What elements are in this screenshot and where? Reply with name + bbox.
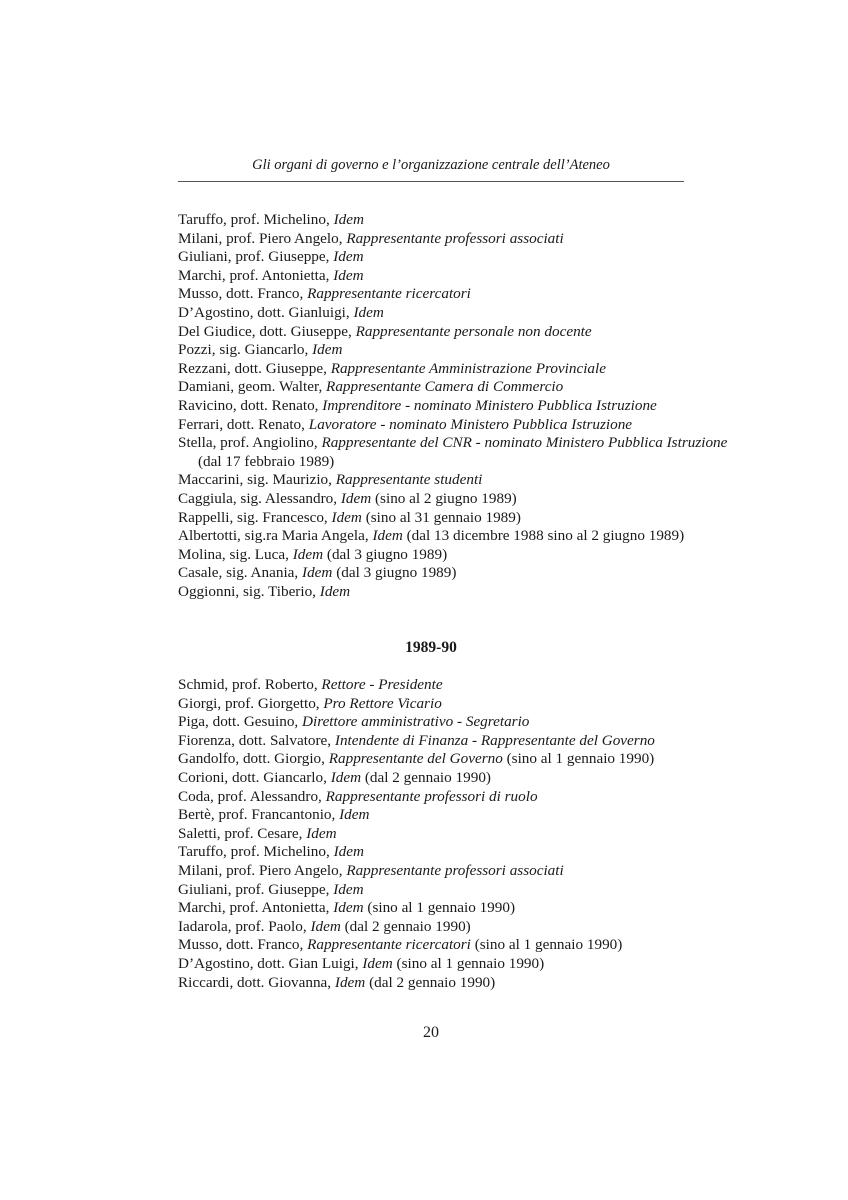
member-name: Piga, dott. Gesuino, (178, 713, 299, 731)
member-term-note: (dal 2 gennaio 1990) (369, 973, 496, 991)
member-name: Marchi, prof. Antonietta, (178, 899, 330, 917)
list-item (178, 825, 698, 844)
member-role: Idem (306, 824, 337, 842)
member-name: Gandolfo, dott. Giorgio, (178, 750, 325, 768)
member-name: Musso, dott. Franco, (178, 285, 304, 303)
member-name: Pozzi, sig. Giancarlo, (178, 341, 309, 359)
member-term-note: (sino al 1 gennaio 1990) (396, 954, 545, 972)
list-item (178, 918, 698, 937)
member-name: Musso, dott. Franco, (178, 936, 304, 954)
member-term-note: (dal 2 gennaio 1990) (364, 768, 491, 786)
list-item (178, 471, 698, 490)
member-role: Idem (292, 545, 324, 563)
member-name: Ravicino, dott. Renato, (178, 396, 319, 414)
list-item (178, 974, 698, 993)
list-item (178, 397, 698, 416)
list-item (178, 267, 698, 286)
member-name: Iadarola, prof. Paolo, (178, 917, 307, 935)
member-name: Del Giudice, dott. Giuseppe, (178, 322, 352, 340)
member-name: Saletti, prof. Cesare, (178, 824, 303, 842)
list-item (178, 304, 698, 323)
list-item (178, 881, 698, 900)
list-item (178, 285, 698, 304)
member-role: Idem (333, 880, 364, 898)
member-list-1988-89 (178, 211, 728, 601)
member-term-note: (dal 3 giugno 1989) (336, 564, 457, 582)
list-item-continuation: (dal 17 febbraio 1989) (198, 452, 335, 470)
member-role: Rappresentante ricercatori (307, 285, 471, 303)
member-term-note: (sino al 31 gennaio 1989) (365, 508, 521, 526)
member-name: Marchi, prof. Antonietta, (178, 266, 330, 284)
list-item (178, 564, 698, 583)
member-name: Schmid, prof. Roberto, (178, 676, 318, 693)
member-role: Rappresentante studenti (335, 471, 483, 489)
list-item (178, 546, 698, 565)
list-item (178, 806, 698, 825)
member-name: Rezzani, dott. Giuseppe, (178, 359, 327, 377)
member-role: Rappresentante professori associati (346, 861, 564, 879)
list-item (178, 490, 698, 509)
running-header: Gli organi di governo e l’organizzazione centrale dell’Ateneo (252, 157, 610, 173)
member-role: Idem (333, 899, 364, 917)
member-name: Taruffo, prof. Michelino, (178, 843, 330, 861)
list-item (178, 360, 698, 379)
list-item (178, 583, 698, 602)
member-term-note: (sino al 2 giugno 1989) (375, 489, 517, 507)
list-item (178, 788, 698, 807)
member-name: Damiani, geom. Walter, (178, 378, 323, 396)
list-item (178, 676, 698, 695)
list-item (178, 434, 728, 453)
member-role: Lavoratore - nominato Ministero Pubblica Istruzione (308, 415, 633, 433)
list-item (178, 955, 698, 974)
member-role: Idem (333, 266, 364, 284)
member-name: D’Agostino, dott. Gianluigi, (178, 303, 350, 321)
member-term-note: (sino al 1 gennaio 1990) (506, 750, 655, 768)
member-role: Idem (333, 211, 364, 228)
list-item (178, 341, 698, 360)
page-number: 20 (423, 1024, 439, 1041)
list-item (178, 230, 698, 249)
member-role: Idem (302, 564, 333, 582)
member-name: Stella, prof. Angiolino, (178, 434, 318, 452)
member-name: Oggionni, sig. Tiberio, (178, 582, 316, 600)
member-role: Rappresentante Camera di Commercio (326, 378, 564, 396)
member-role: Idem (333, 843, 364, 861)
year-heading: 1989-90 (405, 639, 457, 656)
member-name: Riccardi, dott. Giovanna, (178, 973, 332, 991)
member-name: Molina, sig. Luca, (178, 545, 289, 563)
member-name: Milani, prof. Piero Angelo, (178, 861, 343, 879)
list-item (178, 509, 698, 528)
member-term-note: (sino al 1 gennaio 1990) (367, 899, 516, 917)
member-role: Rappresentante del Governo (328, 750, 503, 768)
member-role: Rappresentante ricercatori (307, 936, 471, 954)
list-item (178, 862, 698, 881)
list-item (178, 843, 698, 862)
member-name: Coda, prof. Alessandro, (178, 787, 322, 805)
list-item (178, 713, 698, 732)
list-item (178, 211, 698, 230)
list-item (178, 378, 698, 397)
member-term-note: (sino al 1 gennaio 1990) (474, 936, 623, 954)
member-name: Rappelli, sig. Francesco, (178, 508, 328, 526)
member-role: Rappresentante professori associati (346, 229, 564, 247)
member-role: Intendente di Finanza - Rappresentante del Governo (334, 731, 655, 749)
member-role: Pro Rettore Vicario (323, 694, 442, 712)
member-role: Rappresentante professori di ruolo (325, 787, 538, 805)
member-role: Idem (333, 248, 364, 266)
member-name: Bertè, prof. Francantonio, (178, 806, 336, 824)
member-list-1989-90 (178, 676, 698, 992)
member-role: Imprenditore - nominato Ministero Pubblica Istruzione (322, 396, 657, 414)
member-name: Caggiula, sig. Alessandro, (178, 489, 338, 507)
member-name: Ferrari, dott. Renato, (178, 415, 305, 433)
member-role: Idem (312, 341, 343, 359)
list-item (178, 936, 698, 955)
header-rule (178, 181, 684, 182)
member-role: Idem (334, 973, 366, 991)
member-role: Idem (330, 768, 362, 786)
member-term-note: (dal 13 dicembre 1988 sino al 2 giugno 1989) (406, 527, 685, 545)
list-item (178, 769, 698, 788)
member-role: Rappresentante personale non docente (355, 322, 592, 340)
member-name: Giuliani, prof. Giuseppe, (178, 248, 330, 266)
member-name: Fiorenza, dott. Salvatore, (178, 731, 332, 749)
list-item (178, 248, 698, 267)
list-item (178, 527, 698, 546)
member-name: Corioni, dott. Giancarlo, (178, 768, 327, 786)
member-name: Giorgi, prof. Giorgetto, (178, 694, 320, 712)
member-role: Idem (339, 806, 370, 824)
member-role: Rettore - Presidente (321, 676, 443, 693)
member-name: Giuliani, prof. Giuseppe, (178, 880, 330, 898)
member-name: Maccarini, sig. Maurizio, (178, 471, 332, 489)
member-role: Rappresentante Amministrazione Provinciale (330, 359, 606, 377)
member-role: Idem (331, 508, 362, 526)
member-term-note: (dal 3 giugno 1989) (326, 545, 448, 563)
member-role: Idem (319, 582, 351, 600)
member-term-note: (dal 2 gennaio 1990) (344, 917, 471, 935)
member-name: Casale, sig. Anania, (178, 564, 299, 582)
member-name: D’Agostino, dott. Gian Luigi, (178, 954, 359, 972)
list-item (178, 323, 698, 342)
list-item (178, 695, 698, 714)
member-role: Idem (310, 917, 341, 935)
list-item (178, 732, 698, 751)
member-role: Idem (353, 303, 384, 321)
member-role: Idem (372, 527, 403, 545)
member-role: Idem (362, 954, 393, 972)
member-name: Milani, prof. Piero Angelo, (178, 229, 343, 247)
member-role: Direttore amministrativo - Segretario (302, 713, 530, 731)
list-item (178, 416, 698, 435)
member-name: Albertotti, sig.ra Maria Angela, (178, 527, 369, 545)
member-name: Taruffo, prof. Michelino, (178, 211, 330, 228)
list-item (178, 750, 698, 769)
member-role: Idem (340, 489, 372, 507)
member-role: Rappresentante del CNR - nominato Ministero Pubblica Istruzione (321, 434, 728, 452)
list-item (178, 899, 698, 918)
